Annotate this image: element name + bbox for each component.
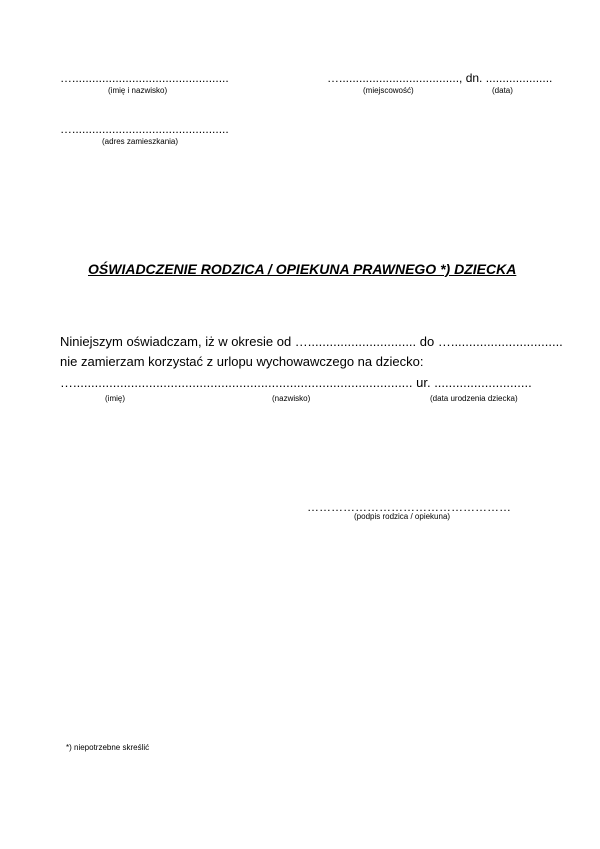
birthdate-hint: (data urodzenia dziecka) [430,394,518,403]
child-details-dotted-line: ….............................................................................................. ur. ........................... [60,375,532,390]
signature-hint: (podpis rodzica / opiekuna) [354,512,451,521]
name-hint: (imię i nazwisko) [108,86,168,95]
footnote: *) niepotrzebne skreślić [66,743,150,752]
first-name-hint: (imię) [105,394,125,403]
address-hint: (adres zamieszkania) [102,137,179,146]
place-date-dotted-line: …...................................., dn. .................... [327,71,553,85]
statement-text-line: nie zamierzam korzystać z urlopu wychowawczego na dziecko: [60,354,424,369]
surname-hint: (nazwisko) [272,394,311,403]
place-hint: (miejscowość) [363,86,414,95]
name-dotted-line: …............................................... [60,71,229,85]
address-dotted-line: …............................................... [60,122,229,136]
date-hint: (data) [492,86,513,95]
document-title: OŚWIADCZENIE RODZICA / OPIEKUNA PRAWNEGO *) DZIECKA [88,261,517,277]
signature-dotted-line: …………………………………………… [307,500,511,514]
statement-period-line: Niniejszym oświadczam, iż w okresie od ….............................. do …............................... [60,334,563,349]
